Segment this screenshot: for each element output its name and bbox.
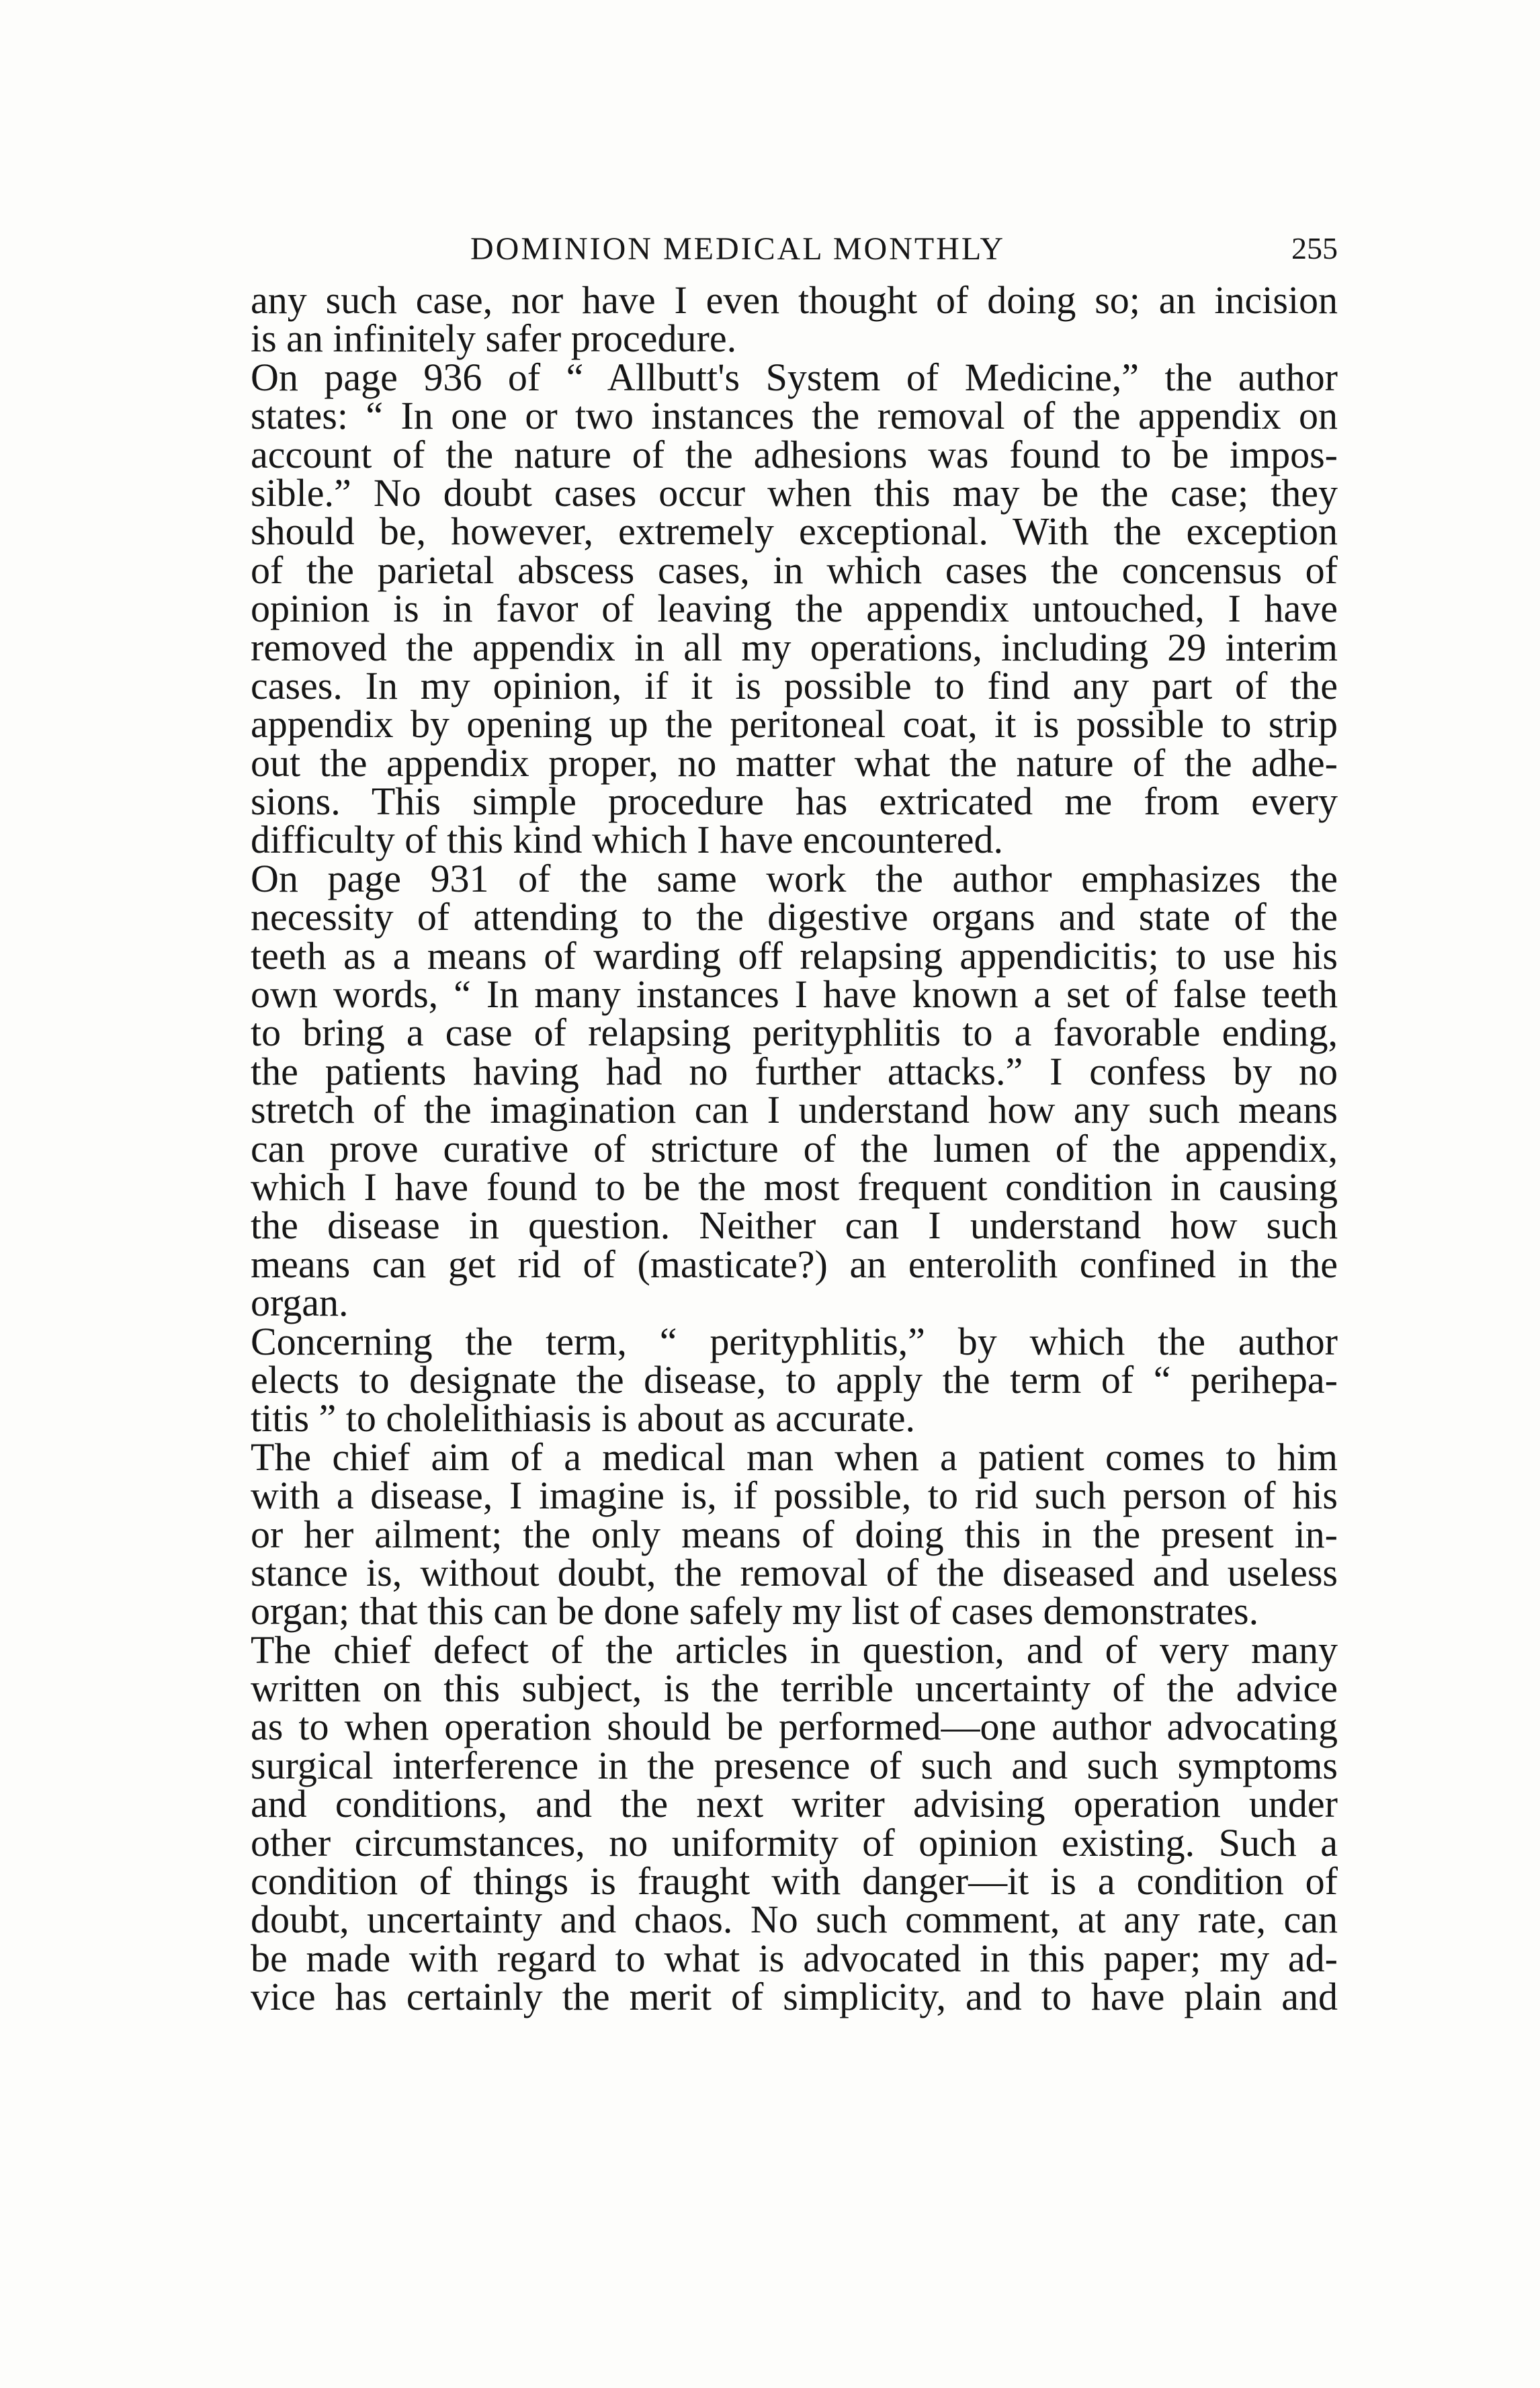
text-line: Concerning the term, “ perityphlitis,” by which the author <box>251 1319 1338 1363</box>
text-line: any such case, nor have I even thought of doing so; an incision <box>251 278 1338 322</box>
text-line: the disease in question. Neither can I understand how such <box>251 1203 1338 1248</box>
text-line: appendix by opening up the peritoneal coat, it is possible to strip <box>251 702 1338 747</box>
paragraph-1 <box>251 278 1338 361</box>
text-line: On page 936 of “ Allbutt's System of Medicine,” the author <box>251 355 1338 399</box>
paragraph-2 <box>251 355 1338 862</box>
text-line: account of the nature of the adhesions was found to be impos- <box>251 432 1338 476</box>
text-line: the patients having had no further attacks.” I confess by no <box>251 1049 1338 1093</box>
text-line: states: “ In one or two instances the removal of the appendix on <box>251 394 1338 438</box>
text-line: organ; that this can be done safely my list of cases demonstrates. <box>251 1589 1259 1633</box>
text-line: On page 931 of the same work the author emphasizes the <box>251 856 1338 900</box>
text-line: be made with regard to what is advocated in this paper; my ad- <box>251 1936 1338 1980</box>
text-line: removed the appendix in all my operations, including 29 interim <box>251 625 1338 669</box>
paragraph-5 <box>251 1435 1338 1633</box>
text-line: stretch of the imagination can I understand how any such means <box>251 1088 1338 1132</box>
running-title: DOMINION MEDICAL MONTHLY <box>470 231 1006 267</box>
text-line: with a disease, I imagine is, if possible, to rid such person of his <box>251 1474 1338 1518</box>
text-line: doubt, uncertainty and chaos. No such comment, at any rate, can <box>251 1897 1338 1942</box>
text-line: which I have found to be the most frequent condition in causing <box>251 1164 1338 1209</box>
text-line: to bring a case of relapsing perityphlitis to a favorable ending, <box>251 1011 1338 1055</box>
text-line: The chief aim of a medical man when a patient comes to him <box>251 1435 1338 1479</box>
paragraph-3 <box>251 856 1338 1325</box>
text-line: can prove curative of stricture of the lumen of the appendix, <box>251 1126 1338 1170</box>
text-line: of the parietal abscess cases, in which cases the concensus of <box>251 548 1338 592</box>
body-text <box>251 278 1338 2019</box>
text-line: condition of things is fraught with danger—it is a condition of <box>251 1859 1338 1904</box>
text-line: The chief defect of the articles in question, and of very many <box>251 1627 1338 1672</box>
page-number: 255 <box>1291 231 1338 265</box>
text-line: titis ” to cholelithiasis is about as accurate. <box>251 1396 915 1441</box>
paragraph-6 <box>251 1627 1338 2019</box>
text-line: vice has certainly the merit of simplicity, and to have plain and <box>251 1975 1338 2019</box>
text-line: surgical interference in the presence of such and such symptoms <box>251 1743 1338 1787</box>
text-line: organ. <box>251 1281 349 1325</box>
text-line: should be, however, extremely exceptional. With the exception <box>251 509 1338 554</box>
text-line: out the appendix proper, no matter what the nature of the adhe- <box>251 740 1338 785</box>
text-line: teeth as a means of warding off relapsing appendicitis; to use his <box>251 933 1338 978</box>
text-line: elects to designate the disease, to apply the term of “ perihepa- <box>251 1357 1338 1402</box>
text-line: means can get rid of (masticate?) an enterolith confined in the <box>251 1242 1338 1286</box>
text-line: difficulty of this kind which I have encountered. <box>251 818 1003 862</box>
text-line: cases. In my opinion, if it is possible to find any part of the <box>251 663 1338 708</box>
text-line: stance is, without doubt, the removal of the diseased and useless <box>251 1550 1338 1594</box>
text-line: or her ailment; the only means of doing this in the present in- <box>251 1512 1338 1556</box>
text-line: other circumstances, no uniformity of opinion existing. Such a <box>251 1820 1338 1865</box>
text-line: opinion is in favor of leaving the appendix untouched, I have <box>251 587 1338 631</box>
text-line: as to when operation should be performed—one author advocating <box>251 1705 1338 1749</box>
text-line: necessity of attending to the digestive organs and state of the <box>251 895 1338 939</box>
text-line: sions. This simple procedure has extricated me from every <box>251 779 1338 824</box>
text-line: and conditions, and the next writer advising operation under <box>251 1782 1338 1826</box>
text-line: own words, “ In many instances I have known a set of false teeth <box>251 972 1338 1017</box>
text-line: written on this subject, is the terrible uncertainty of the advice <box>251 1666 1338 1711</box>
text-line: sible.” No doubt cases occur when this may be the case; they <box>251 470 1338 515</box>
paragraph-4 <box>251 1319 1338 1441</box>
text-line: is an infinitely safer procedure. <box>251 316 737 361</box>
